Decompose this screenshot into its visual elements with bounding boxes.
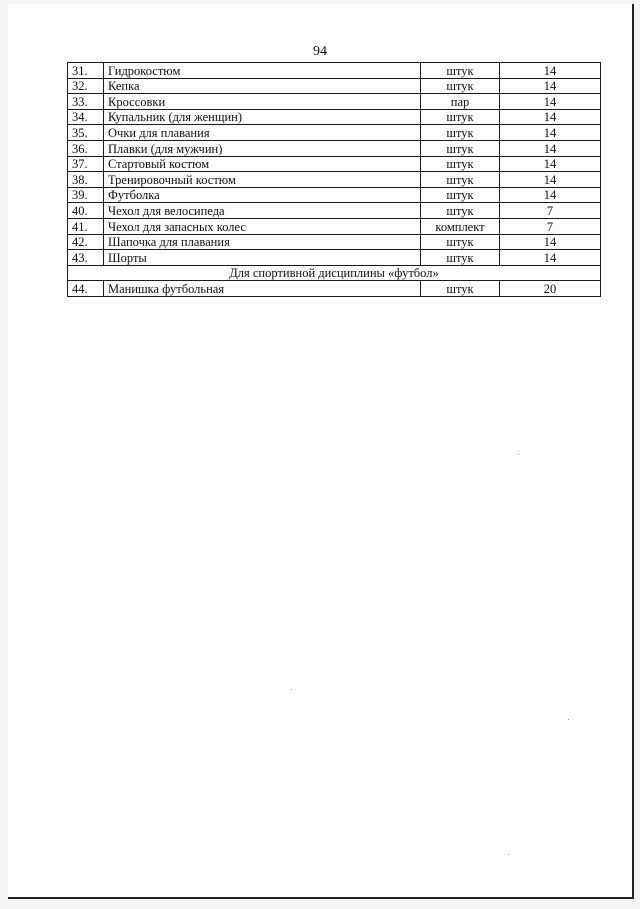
item-quantity: 14 [500, 250, 601, 266]
item-name: Манишка футбольная [104, 281, 421, 297]
item-name: Стартовый костюм [104, 156, 421, 172]
document-page [8, 4, 634, 899]
scan-speck [508, 854, 509, 855]
item-name: Шорты [104, 250, 421, 266]
item-unit: штук [421, 156, 500, 172]
table-row [68, 218, 601, 234]
item-unit: штук [421, 281, 500, 297]
table-row [68, 63, 601, 79]
row-number: 37. [68, 156, 104, 172]
item-quantity: 14 [500, 109, 601, 125]
row-number: 34. [68, 109, 104, 125]
row-number: 36. [68, 140, 104, 156]
item-unit: штук [421, 187, 500, 203]
item-unit: комплект [421, 218, 500, 234]
item-unit: штук [421, 63, 500, 79]
item-quantity: 14 [500, 125, 601, 141]
row-number: 41. [68, 218, 104, 234]
row-number: 33. [68, 94, 104, 110]
table-row [68, 281, 601, 297]
table-row [68, 234, 601, 250]
item-name: Чехол для запасных колес [104, 218, 421, 234]
table-row [68, 172, 601, 188]
row-number: 31. [68, 63, 104, 79]
item-unit: штук [421, 203, 500, 219]
item-unit: штук [421, 109, 500, 125]
table-row [68, 156, 601, 172]
row-number: 42. [68, 234, 104, 250]
item-quantity: 14 [500, 172, 601, 188]
item-unit: штук [421, 78, 500, 94]
item-quantity: 20 [500, 281, 601, 297]
item-quantity: 14 [500, 94, 601, 110]
table-row [68, 109, 601, 125]
page-number: 94 [313, 44, 327, 59]
item-unit: штук [421, 140, 500, 156]
section-heading: Для спортивной дисциплины «футбол» [68, 265, 601, 281]
scan-speck [291, 689, 292, 690]
item-name: Футболка [104, 187, 421, 203]
equipment-table-body [68, 63, 601, 297]
row-number: 35. [68, 125, 104, 141]
item-quantity: 14 [500, 187, 601, 203]
item-name: Кепка [104, 78, 421, 94]
item-quantity: 14 [500, 156, 601, 172]
table-row [68, 250, 601, 266]
item-unit: штук [421, 125, 500, 141]
item-name: Купальник (для женщин) [104, 109, 421, 125]
table-row [68, 94, 601, 110]
table-row [68, 125, 601, 141]
item-name: Плавки (для мужчин) [104, 140, 421, 156]
scan-speck [568, 719, 569, 720]
item-quantity: 14 [500, 234, 601, 250]
row-number: 40. [68, 203, 104, 219]
item-unit: штук [421, 234, 500, 250]
item-quantity: 14 [500, 78, 601, 94]
item-name: Чехол для велосипеда [104, 203, 421, 219]
row-number: 39. [68, 187, 104, 203]
item-name: Тренировочный костюм [104, 172, 421, 188]
table-row [68, 78, 601, 94]
item-quantity: 14 [500, 63, 601, 79]
item-quantity: 7 [500, 218, 601, 234]
equipment-table [67, 62, 601, 297]
item-quantity: 7 [500, 203, 601, 219]
scan-speck [518, 454, 519, 455]
row-number: 44. [68, 281, 104, 297]
item-unit: пар [421, 94, 500, 110]
section-heading-row [68, 265, 601, 281]
item-name: Гидрокостюм [104, 63, 421, 79]
item-quantity: 14 [500, 140, 601, 156]
row-number: 38. [68, 172, 104, 188]
item-name: Шапочка для плавания [104, 234, 421, 250]
item-name: Очки для плавания [104, 125, 421, 141]
table-row [68, 203, 601, 219]
table-row [68, 187, 601, 203]
item-unit: штук [421, 250, 500, 266]
row-number: 32. [68, 78, 104, 94]
table-row [68, 140, 601, 156]
item-unit: штук [421, 172, 500, 188]
row-number: 43. [68, 250, 104, 266]
item-name: Кроссовки [104, 94, 421, 110]
